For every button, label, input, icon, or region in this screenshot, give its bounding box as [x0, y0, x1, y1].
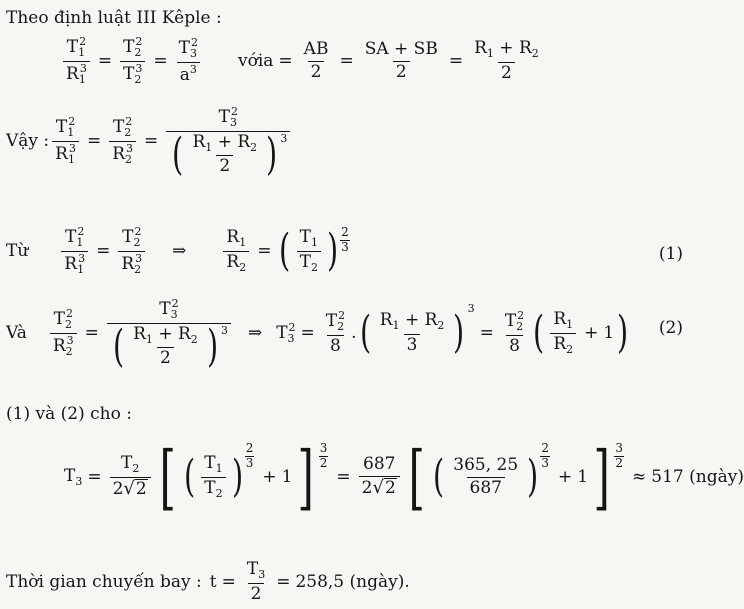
fraction-t1-over-t2: $\frac{T_1}{T_2}$ — [297, 228, 321, 274]
fraction-t3-over-mean: $T_3^2$ ( $\frac{R_1 + R_2}{2}$ ) $^3$ — [107, 298, 231, 369]
fraction-t2-over-8: $\frac{T_2^2}{8}$ — [504, 309, 525, 356]
equation-1: Từ $\frac{T_1^2}{R_1^3}$ = $\frac{T_2^2}{R_2^3}$ ⇒ $\frac{R_1}{R_2}$ = ( $\frac{T_1}{T_2}$ ) $\frac{2}{3}$ — [6, 225, 349, 277]
fraction-687-over-2root2: 687 2 √ 2 — [359, 455, 400, 498]
fraction-r1-over-r2: $\frac{R_1}{R_2}$ — [550, 310, 576, 356]
fraction-365-over-687: $\frac{365, 25}{687}$ — [453, 454, 519, 498]
fraction-t2-r2: $\frac{T_2^2}{R_2^3}$ — [50, 308, 77, 358]
flight-time-line: Thời gian chuyến bay : t = $\frac{T_3}{2}$ = 258,5 (ngày). — [6, 559, 410, 604]
combine-text: (1) và (2) cho : — [6, 404, 132, 424]
fraction-t3-a: $\frac{T_3^2}{a^3}$ — [178, 36, 198, 85]
fraction-t1-over-t2: $\frac{T_1}{T_2}$ — [201, 454, 225, 500]
t3-result-value: 517 (ngày) — [651, 467, 744, 487]
fraction-t2-over-8: $\frac{T_2^2}{8}$ — [325, 309, 346, 356]
equation-number-1: (1) — [658, 244, 683, 264]
with-label: với — [238, 51, 264, 72]
fraction-t2-over-2root2: $T_2$ 2 √ 2 — [110, 454, 151, 499]
fraction-t1-r1: $\frac{T_1^2}{R_1^3}$ — [61, 226, 88, 276]
fraction-t2-r2: $\frac{T_2^2}{T_2^3}$ — [120, 36, 145, 86]
fraction-t3-over-mean: $T_3^2$ ( $\frac{R_1 + R_2}{2}$ ) $^3$ — [166, 106, 290, 177]
fraction-r1-r2-over-3: $\frac{R_1 + R_2}{3}$ — [379, 310, 445, 355]
fraction-r1-over-r2: $\frac{R_1}{R_2}$ — [223, 228, 249, 274]
flight-time-value: 258,5 (ngày). — [295, 572, 410, 593]
fraction-t2-r2: $\frac{T_2^2}{R_2^3}$ — [118, 226, 145, 276]
vay-label: Vậy : — [6, 131, 50, 152]
equation-number-2: (2) — [658, 318, 683, 338]
t3-result-equation: $T_3$ = $T_2$ 2 √ 2 [ ( $\frac{T_1}{T_2}$ ) $\frac{2}{3}$ + 1 ] $\frac{3}{2}$ = 687 2 √ 2 [ ( $\frac{365, 25}{687}$ ) $\frac{2}{3}$ + 1 ] $\frac{3}{2}$ ≈ 517 (ngày) — [64, 436, 744, 518]
fraction-ab: $\frac{AB}{2}$ — [303, 39, 329, 82]
intro-text: Theo định luật III Kêple : — [6, 8, 222, 28]
flight-time-label: Thời gian chuyến bay : — [6, 572, 202, 593]
fraction-t1-r1: $\frac{T_1^2}{R_1^3}$ — [52, 116, 79, 166]
fraction-t2-r2: $\frac{T_2^2}{R_2^3}$ — [109, 116, 136, 166]
fraction-t1-r1: $\frac{T_1^2}{R_1^3}$ — [63, 36, 90, 86]
va-label: Và — [6, 323, 27, 344]
equation-2: Và $\frac{T_2^2}{R_2^3}$ = $T_3^2$ ( $\frac{R_1 + R_2}{2}$ ) $^3$ ⇒ $T_3^2$ = $\frac{T_2^2}{8}$ . ( $\frac{R_1 + R_2}{3}$ ) $^3$ = $\frac{T_2^2}{8}$ ( $\frac{R_1}{R_2}$ + 1 ) — [6, 297, 629, 372]
kepler-relation: $\frac{T_1^2}{R_1^3}$ = $\frac{T_2^2}{T_2^3}$ = $\frac{T_3^2}{a^3}$ với a = $\frac{AB}{2}$ = $\frac{SA + SB}{2}$ = $\frac{R_1 + R_2}{2}$ — [60, 36, 545, 86]
fraction-t3-over-2: $\frac{T_3}{2}$ — [246, 559, 266, 604]
vay-equation: Vậy : $\frac{T_1^2}{R_1^3}$ = $\frac{T_2^2}{R_2^3}$ = $T_3^2$ ( $\frac{R_1 + R_2}{2}$ ) $^3$ — [6, 106, 293, 177]
fraction-sa-sb: $\frac{SA + SB}{2}$ — [364, 39, 438, 82]
fraction-r1-r2: $\frac{R_1 + R_2}{2}$ — [474, 38, 539, 83]
tu-label: Từ — [6, 241, 29, 262]
